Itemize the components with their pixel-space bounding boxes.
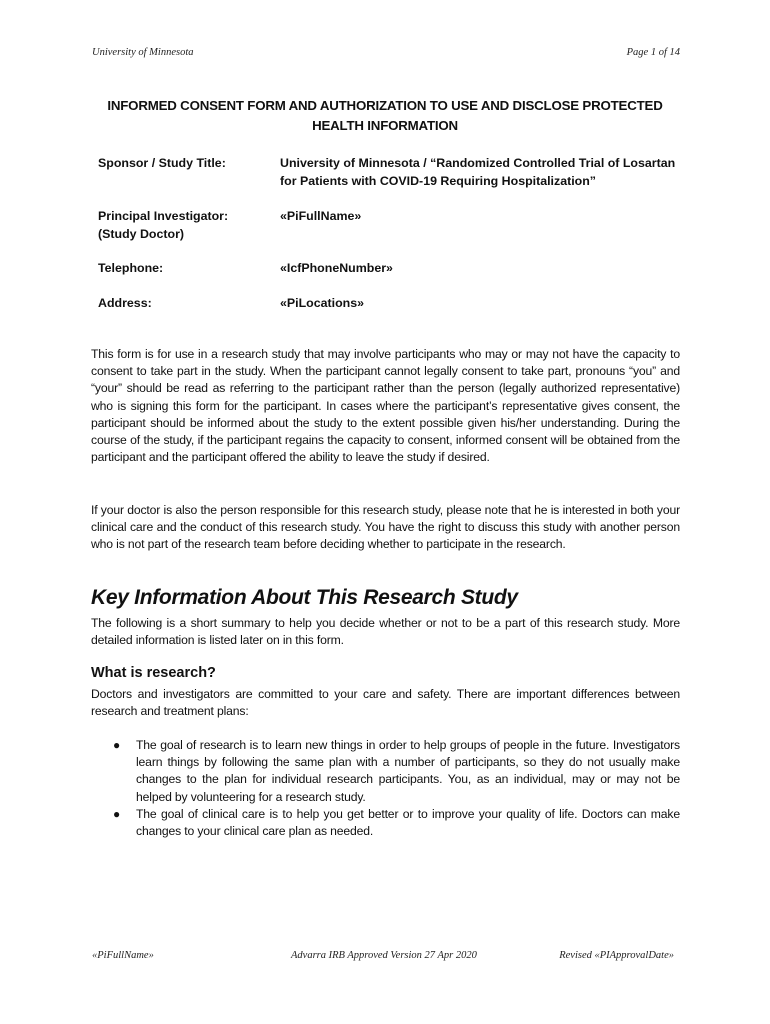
capacity-consent-paragraph: This form is for use in a research study that may involve participants who may or may not have the capacity to consent to take part in the study. When the participant cannot legally consent to take part, pronouns “you” and “your” should be read as referring to the participant rather than the person (legally authorized representative) who is signing this form for the participant. In cases where the participant’s representative gives consent, the participant should be informed about the study to the extent possible given his/her understanding. During the course of the study, if the participant regains the capacity to consent, informed consent will be obtained from the participant and the participant offered the ability to leave the study if desired. [91,347,680,465]
list-item-text: The goal of research is to learn new things in order to help groups of people in the future. Investigators learn things by following the same plan with a number of participants, so they do not usually make changes to the plan for individual research participants. You, as an individual, may or may not be helped by volunteering for a research study. [136,738,680,804]
document-title-line-1: INFORMED CONSENT FORM AND AUTHORIZATION TO USE AND DISCLOSE PROTECTED [107,98,663,113]
principal-investigator-label [98,208,273,243]
header-page-number: Page 1 of 14 [626,47,680,58]
principal-investigator-value: «PiFullName» [280,209,362,223]
document-title [80,96,690,136]
sponsor-label: Sponsor / Study Title: [98,156,226,170]
sponsor-value-line-2: for Patients with COVID-19 Requiring Hospitalization” [280,173,596,188]
header-institution: University of Minnesota [92,47,194,58]
list-item-text: The goal of clinical care is to help you get better or to improve your quality of life. Doctors can make changes to your clinical care plan as needed. [136,806,680,839]
sponsor-value-line-1: University of Minnesota / “Randomized Controlled Trial of Losartan [280,156,676,170]
footer-approval-version: Advarra IRB Approved Version 27 Apr 2020 [291,950,477,961]
address-value: «PiLocations» [280,296,365,310]
document-title-line-2: HEALTH INFORMATION [312,118,458,133]
key-information-intro: The following is a short summary to help you decide whether or not to be a part of this research study. More detailed information is listed later on in this form. [91,616,680,648]
address-label: Address: [98,296,152,310]
telephone-label: Telephone: [98,261,164,275]
list-item [111,737,680,806]
research-vs-care-list [111,737,680,840]
doctor-role-paragraph: If your doctor is also the person responsible for this research study, please note that he is interested in both your clinical care and the conduct of this research study. You have the right to discuss this study with another person who is not part of the research team before deciding whether to participate in the research. [91,503,680,552]
what-is-research-heading: What is research? [91,665,216,681]
footer-revised-date: Revised «PIApprovalDate» [559,950,674,961]
what-is-research-intro: Doctors and investigators are committed to your care and safety. There are important differences between research and treatment plans: [91,687,680,719]
bullet-icon: ● [113,806,121,821]
telephone-value: «IcfPhoneNumber» [280,261,393,275]
bullet-icon: ● [113,738,121,752]
key-information-heading: Key Information About This Research Study [91,586,518,609]
principal-investigator-label-line-1: Principal Investigator: [98,209,229,223]
principal-investigator-label-line-2: (Study Doctor) [98,226,185,241]
list-item [111,806,680,840]
footer-pi-name: «PiFullName» [92,950,154,961]
sponsor-value [280,155,690,190]
